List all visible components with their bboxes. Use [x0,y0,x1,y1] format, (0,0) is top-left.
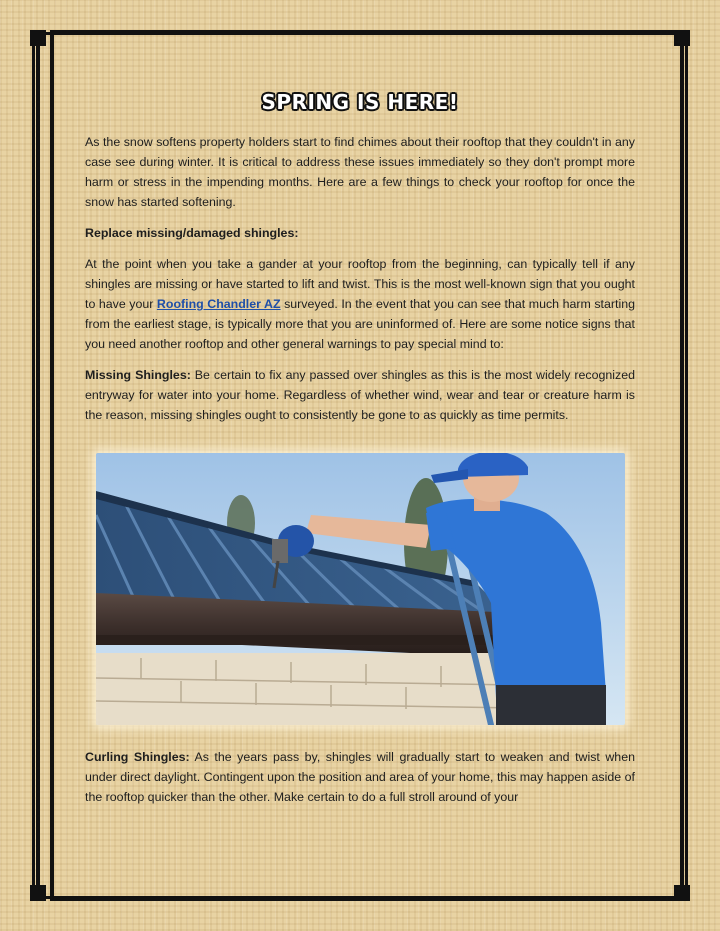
page-title: SPRING IS HERE! [261,90,459,114]
missing-shingles-text: Be certain to fix any passed over shingles as this is the most widely recognized entryway for water into your home. Regardless of whether wind, wear and tear or creature harm is the reason, missing shingles ought to consistently be gone to as quickly as time permits. [85,368,635,422]
roofing-chandler-link[interactable]: Roofing Chandler AZ [156,297,281,311]
shingles-text-before: At the point when you take a gander at your rooftop from the beginning, can typically tell if any shingles are missing or have started to lift and twist. This is the most well-known sign that you ought to have your [85,257,635,311]
roofer-on-ladder-photo [96,453,625,725]
curling-shingles-text: As the years pass by, shingles will gradually start to weaken and twist when under direct daylight. Contingent upon the position and area of your home, this may happen aside of the rooftop quicker than the other. Make certain to do a full stroll around of your [85,750,635,804]
missing-shingles-paragraph [85,365,635,425]
curling-shingles-paragraph [85,747,635,807]
frame-corner-bottom-left [30,885,46,901]
shingles-paragraph [85,254,635,354]
section-heading: Replace missing/damaged shingles: [85,226,299,240]
frame-corner-bottom-right [674,885,690,901]
frame-bar-right [680,46,684,885]
shingles-text-after: surveyed. In the event that you can see that much harm starting from the earliest stage, is typically more that you are uninformed of. Here are some notice signs that you need another rooftop and other general warnings to pay special mind to: [85,297,635,351]
frame-corner-top-left [30,30,46,46]
frame-bar-left [36,46,40,885]
document-body [85,88,635,818]
missing-shingles-label: Missing Shingles: [85,368,191,382]
curling-shingles-label: Curling Shingles: [85,750,190,764]
intro-paragraph: As the snow softens property holders start to find chimes about their rooftop that they couldn't in any case see during winter. It is critical to address these issues immediately so they don't prompt more harm or stress in the impending months. Here are a few things to check your rooftop for once the snow has started softening. [85,135,635,209]
roofer-photo-illustration [96,453,625,725]
frame-corner-top-right [674,30,690,46]
